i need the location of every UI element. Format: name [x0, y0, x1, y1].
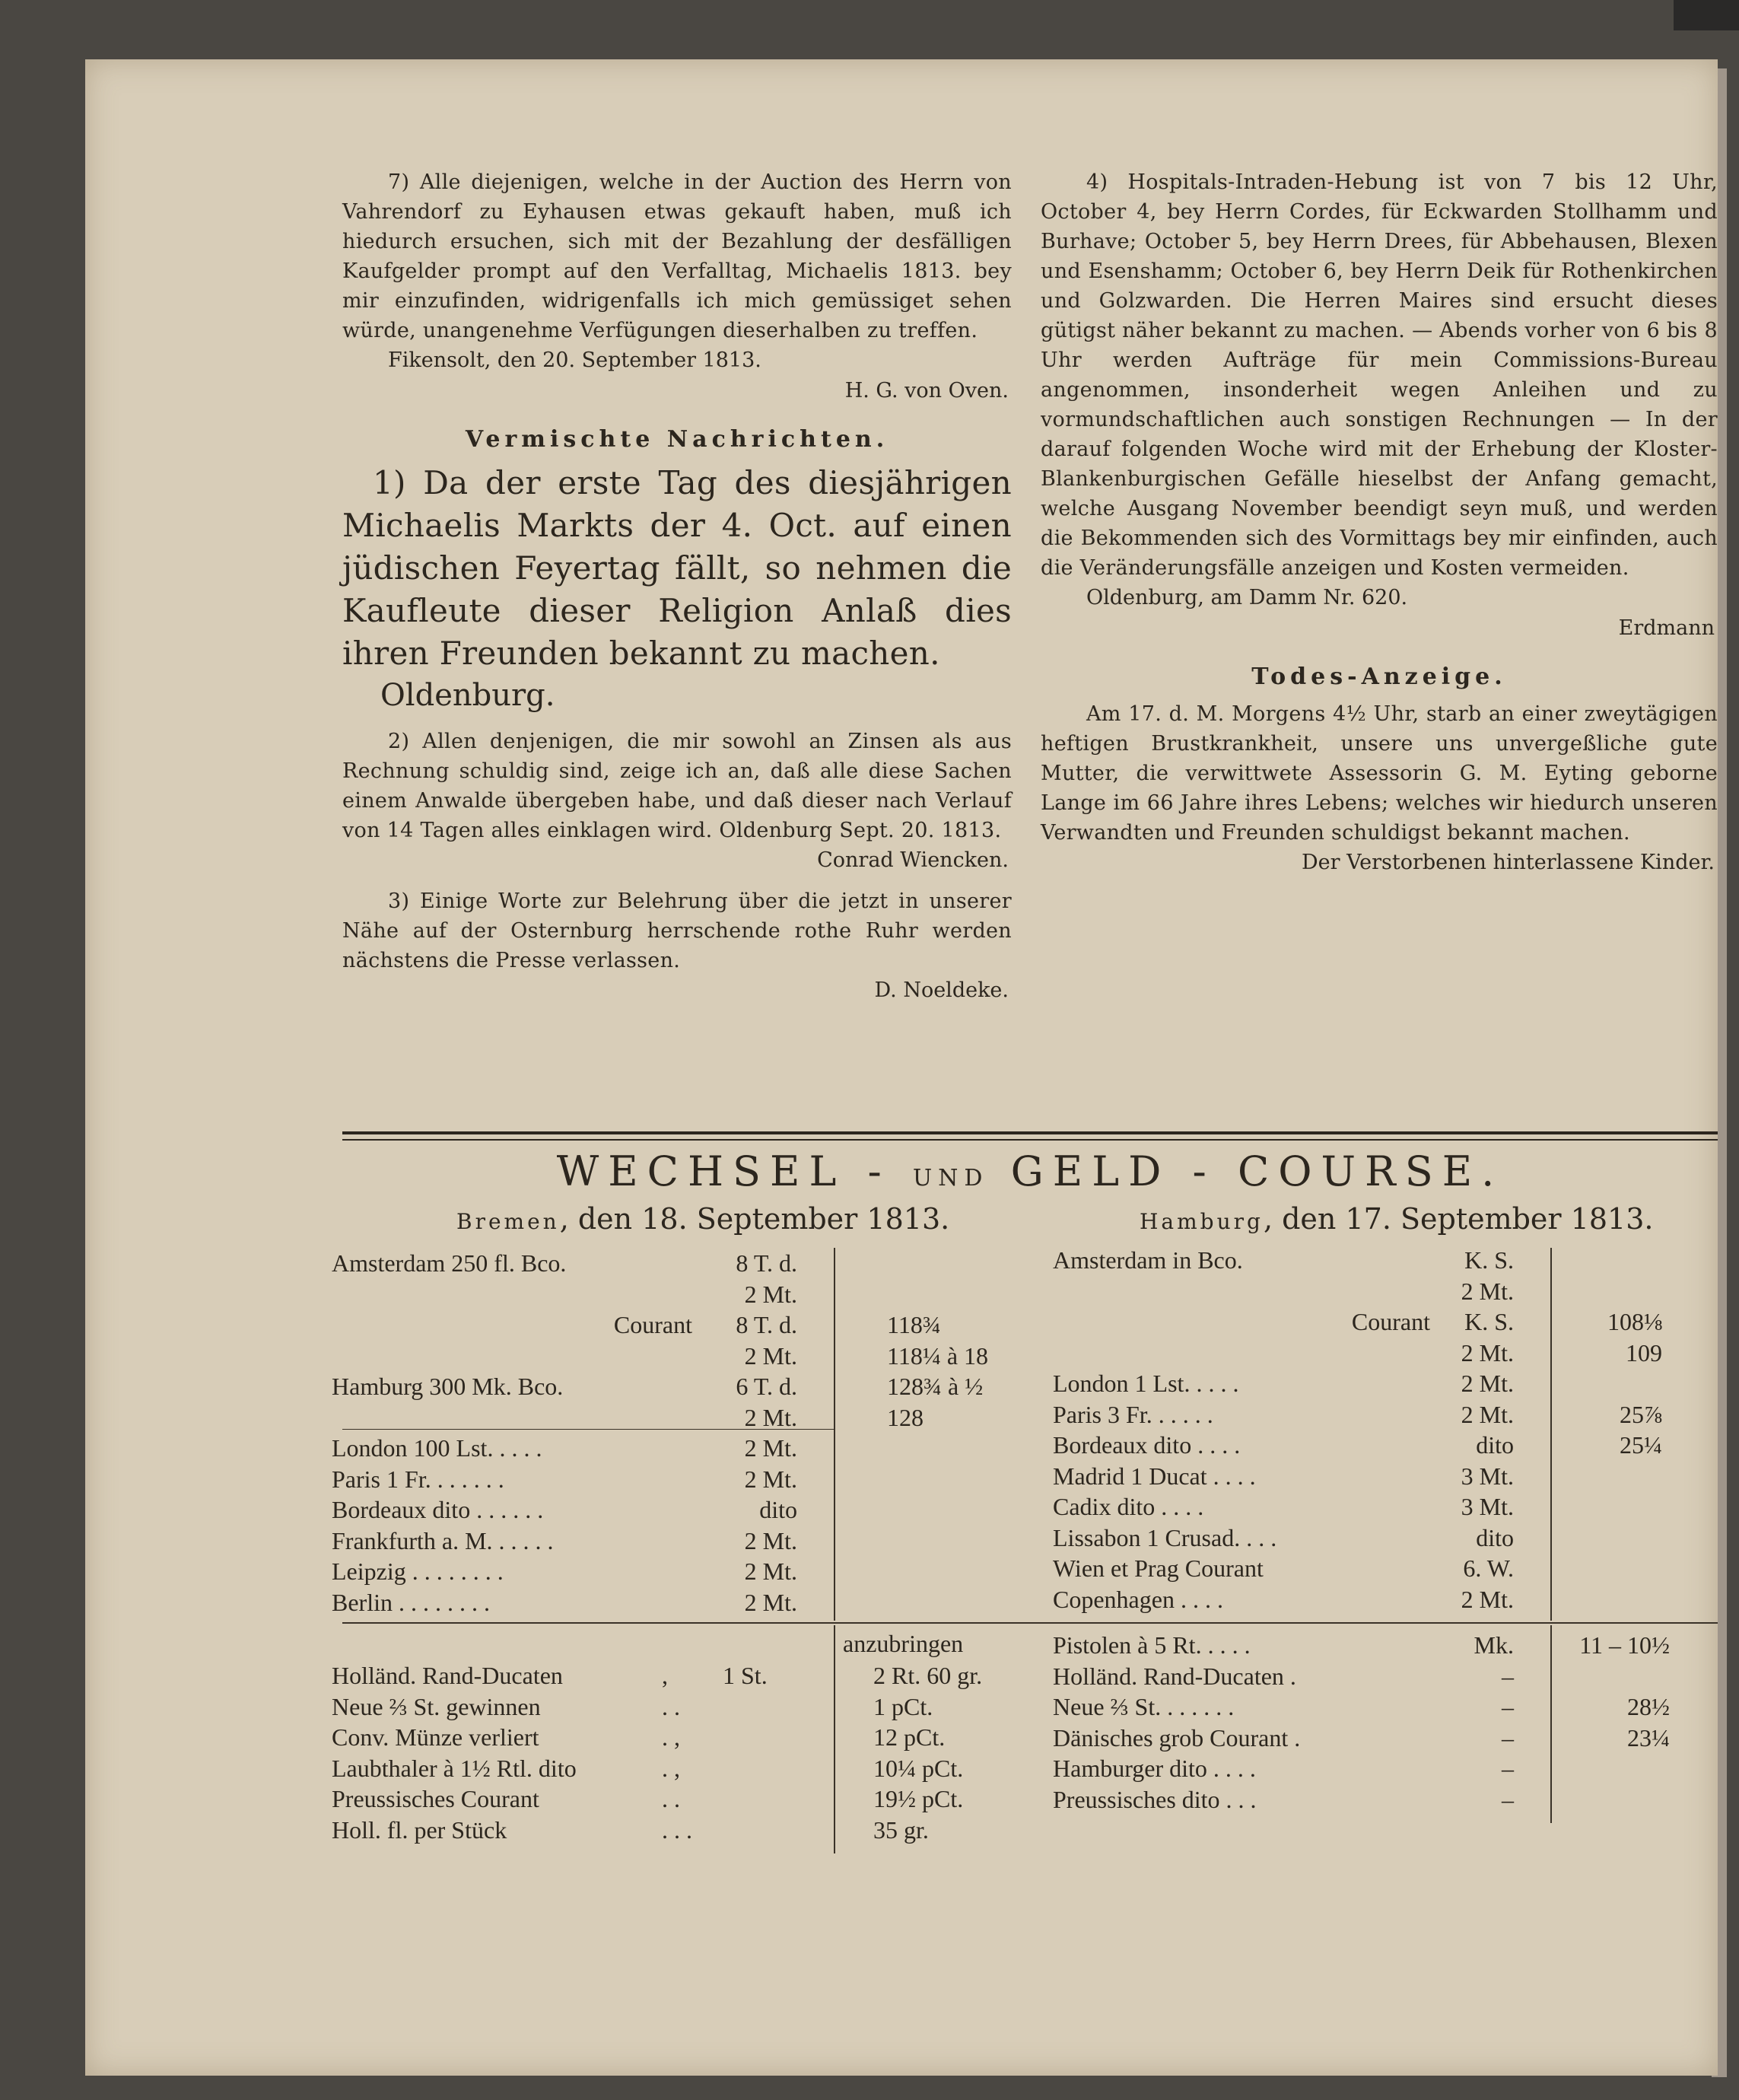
bremen-coin-value: 35 gr.: [873, 1815, 929, 1844]
table-rule-thick: [342, 1131, 1718, 1134]
bremen-coin-dots: . ,: [662, 1723, 680, 1751]
hamburg-place: Wien et Prag Courant: [1053, 1554, 1264, 1582]
notice-1-place: Oldenburg.: [380, 678, 555, 713]
bremen-term: 2 Mt.: [744, 1341, 797, 1370]
bremen-term: dito: [759, 1496, 797, 1523]
bremen-coin-dots: . .: [662, 1785, 680, 1812]
notice-3-signature: D. Noeldeke.: [874, 978, 1009, 1002]
hamburg-term: 2 Mt.: [1461, 1400, 1514, 1428]
notice-3-text: 3) Einige Worte zur Belehrung über die jetzt in unserer Nähe auf der Osternburg herrschende rothe Ruhr werden nächstens die Presse verlassen.: [342, 889, 1012, 972]
bremen-coin-value: 19½ pCt.: [873, 1785, 964, 1812]
hamburg-place: Paris 3 Fr. . . . . .: [1053, 1400, 1213, 1428]
hamburg-coin-unit: Mk.: [1474, 1631, 1514, 1659]
hamburg-coin: Dänisches grob Courant .: [1053, 1723, 1301, 1752]
hamburg-divider: [1550, 1248, 1552, 1621]
hamburg-rate: 25¼: [1620, 1431, 1662, 1459]
bremen-coin-value: 12 pCt.: [873, 1723, 946, 1751]
bremen-term: 2 Mt.: [744, 1403, 797, 1431]
bremen-term: 2 Mt.: [744, 1558, 797, 1585]
bremen-term: 2 Mt.: [744, 1465, 797, 1493]
bremen-term: 8 T. d.: [736, 1311, 797, 1338]
hamburg-coin-unit: –: [1502, 1723, 1514, 1752]
bremen-rate: 128¾ à ½: [887, 1373, 984, 1400]
hamburg-term: 3 Mt.: [1461, 1462, 1514, 1490]
notice-7-dateline: Fikensolt, den 20. September 1813.: [388, 348, 761, 372]
exchange-title-part1: WECHSEL -: [556, 1147, 891, 1195]
bremen-rate: 118¼ à 18: [887, 1341, 989, 1370]
bremen-term: 2 Mt.: [744, 1280, 797, 1308]
bremen-place: Berlin . . . . . . . .: [332, 1588, 490, 1616]
hamburg-coin: Neue ⅔ St. . . . . . .: [1053, 1693, 1235, 1720]
hamburg-coin-unit: –: [1502, 1693, 1514, 1720]
bremen-coin: Laubthaler à 1½ Rtl. dito: [332, 1754, 577, 1782]
notice-2-text: 2) Allen denjenigen, die mir sowohl an Zinsen als aus Rechnung schuldig sind, zeige ich an, daß alle diese Sachen einem Anwalde übergeben habe, und daß dieser nach Verlauf von 14 Tagen alles einklagen wird. Oldenburg Sept. 20. 1813.: [342, 730, 1012, 842]
hamburg-term: dito: [1476, 1523, 1514, 1551]
hamburg-coin-value: 28½: [1627, 1693, 1670, 1720]
notice-7-signature: H. G. von Oven.: [844, 379, 1009, 402]
bremen-coin: Conv. Münze verliert: [332, 1723, 539, 1751]
bremen-rate: 128: [887, 1403, 924, 1431]
hamburg-place: London 1 Lst. . . . .: [1053, 1370, 1239, 1397]
bremen-term: 2 Mt.: [744, 1526, 797, 1554]
bremen-coin-value: 1 pCt.: [873, 1692, 933, 1720]
hamburg-money-divider: [1550, 1625, 1552, 1823]
bremen-term: 8 T. d.: [736, 1249, 797, 1277]
bremen-term: 2 Mt.: [744, 1434, 797, 1462]
bremen-coin: Preussisches Courant: [332, 1785, 539, 1812]
death-notice-text: Am 17. d. M. Morgens 4½ Uhr, starb an einer zweytägigen heftigen Brustkrankheit, unsere uns unvergeßliche gute Mutter, die verwittwete Assessorin G. M. Eyting geborne Lange im 66 Jahre ihres Lebens; welches wir hiedurch unseren Verwandten und Freunden schuldigst bekannt machen.: [1041, 702, 1718, 845]
hamburg-place: Cadix dito . . . .: [1053, 1493, 1204, 1520]
hamburg-place: Bordeaux dito . . . .: [1053, 1431, 1241, 1459]
section-heading-misc: Vermischte Nachrichten.: [465, 426, 889, 453]
bremen-place: Amsterdam 250 fl. Bco.: [332, 1249, 567, 1277]
bremen-coin-dots: ,: [662, 1662, 668, 1689]
hamburg-coin: Pistolen à 5 Rt. . . . .: [1053, 1631, 1251, 1659]
exchange-title-part2: GELD - COURSE.: [1010, 1147, 1504, 1195]
bremen-heading: [456, 1202, 949, 1236]
bremen-rate: 118¾: [887, 1311, 941, 1338]
bremen-place: Courant: [613, 1311, 692, 1338]
notice-2-signature: Conrad Wiencken.: [817, 848, 1009, 872]
hamburg-city: Hamburg: [1140, 1209, 1264, 1234]
hamburg-term: 2 Mt.: [1461, 1370, 1514, 1397]
left-column: [342, 167, 1012, 1006]
hamburg-rate: 25⅞: [1620, 1400, 1662, 1428]
hamburg-place: Madrid 1 Ducat . . . .: [1053, 1462, 1256, 1490]
bremen-place: Frankfurth a. M. . . . . .: [332, 1526, 554, 1554]
hamburg-place: Lissabon 1 Crusad. . . .: [1053, 1523, 1277, 1551]
bremen-coin-unit: 1 St.: [723, 1662, 768, 1689]
hamburg-coin-unit: –: [1502, 1662, 1514, 1690]
hamburg-place: Amsterdam in Bco.: [1053, 1246, 1243, 1274]
bremen-coin: Neue ⅔ St. gewinnen: [332, 1692, 541, 1720]
bremen-date: , den 18. September 1813.: [559, 1202, 950, 1236]
hamburg-coin-unit: –: [1502, 1785, 1514, 1813]
bremen-money-divider: [834, 1625, 835, 1853]
hamburg-term: 2 Mt.: [1461, 1338, 1514, 1367]
bremen-coin: Holländ. Rand-Ducaten: [332, 1662, 563, 1689]
notice-7-text: 7) Alle diejenigen, welche in der Auction des Herrn von Vahrendorf zu Eyhausen etwas gekauft haben, muß ich hiedurch ersuchen, sich mit der Bezahlung der desfälligen Kaufgelder prompt auf den Verfalltag, Michaelis 1813. bey mir einzufinden, widrigenfalls ich mich gemüssiget sehen würde, unangenehme Verfügungen dieserhalben zu treffen.: [342, 170, 1012, 342]
section-heading-death: Todes-Anzeige.: [1251, 663, 1507, 690]
hamburg-coin-value: 23¼: [1627, 1723, 1670, 1752]
hamburg-place: Courant: [1351, 1308, 1430, 1335]
bremen-term: 2 Mt.: [744, 1588, 797, 1616]
bremen-place: London 100 Lst. . . . .: [332, 1434, 542, 1462]
hamburg-term: 2 Mt.: [1461, 1277, 1514, 1305]
hamburg-rate: 108⅛: [1607, 1308, 1662, 1335]
bremen-term: 6 T. d.: [736, 1373, 797, 1400]
bremen-coin-dots: . . .: [662, 1815, 692, 1844]
bremen-divider: [834, 1248, 835, 1621]
bremen-city: Bremen: [456, 1209, 560, 1234]
exchange-title: [342, 1147, 1718, 1195]
hamburg-coin: Hamburger dito . . . .: [1053, 1755, 1256, 1782]
bremen-coin-value: 2 Rt. 60 gr.: [873, 1662, 983, 1689]
hamburg-date: , den 17. September 1813.: [1263, 1202, 1654, 1236]
hamburg-term: dito: [1476, 1431, 1514, 1459]
bremen-place: Hamburg 300 Mk. Bco.: [332, 1373, 564, 1400]
bremen-place: Paris 1 Fr. . . . . . .: [332, 1465, 504, 1493]
notice-1-text: 1) Da der erste Tag des diesjährigen Michaelis Markts der 4. Oct. auf einen jüdischen Feyertag fällt, so nehmen die Kaufleute dieser Religion Anlaß dies ihren Freunden bekannt zu machen.: [342, 464, 1012, 672]
hamburg-term: 3 Mt.: [1461, 1493, 1514, 1520]
money-section-rule: [342, 1622, 1718, 1624]
hamburg-coin-unit: –: [1502, 1755, 1514, 1782]
hamburg-term: 6. W.: [1463, 1554, 1514, 1582]
notice-4-signature: Erdmann: [1618, 616, 1715, 640]
hamburg-coin-value: 11 – 10½: [1579, 1631, 1670, 1659]
exchange-title-und: UND: [912, 1165, 989, 1192]
hamburg-coin: Holländ. Rand-Ducaten .: [1053, 1662, 1296, 1690]
bremen-coin: Holl. fl. per Stück: [332, 1815, 507, 1844]
table-rule-thin: [342, 1139, 1718, 1141]
notice-4-text: 4) Hospitals-Intraden-Hebung ist von 7 bis 12 Uhr, October 4, bey Herrn Cordes, für Eckwarden Stollhamm und Burhave; October 5, bey Herrn Drees, für Abbehausen, Blexen und Esenshamm; October 6, bey Herrn Deik für Rothenkirchen und Golzwarden. Die Herren Maires sind ersucht dieses gütigst näher bekannt zu machen. — Abends vorher von 6 bis 8 Uhr werden Aufträge für mein Commissions-Bureau angenommen, insonderheit wegen Anleihen und zu vormundschaftlichen auch sonstigen Rechnungen — In der darauf folgenden Woche wird mit der Erhebung der Kloster-Blankenburgischen Gefälle hieselbst der Anfang gemacht, welche Ausgang November beendigt seyn muß, und werden die Bekommenden sich des Vormittags bey mir einfinden, auch die Veränderungsfälle anzeigen und Kosten vermeiden.: [1041, 170, 1718, 580]
bremen-money-header: anzubringen: [843, 1630, 964, 1657]
hamburg-heading: [1140, 1202, 1653, 1236]
hamburg-coin: Preussisches dito . . .: [1053, 1785, 1257, 1813]
bremen-coin-dots: . .: [662, 1692, 680, 1720]
bremen-place: Bordeaux dito . . . . . .: [332, 1496, 544, 1523]
death-notice-signature: Der Verstorbenen hinterlassene Kinder.: [1302, 851, 1715, 874]
bremen-coin-value: 10¼ pCt.: [873, 1754, 964, 1782]
notice-4-dateline: Oldenburg, am Damm Nr. 620.: [1086, 586, 1408, 609]
hamburg-place: Copenhagen . . . .: [1053, 1585, 1223, 1613]
hamburg-term: 2 Mt.: [1461, 1585, 1514, 1613]
hamburg-rate: 109: [1626, 1338, 1662, 1367]
hamburg-term: K. S.: [1464, 1246, 1514, 1274]
right-column: [1041, 167, 1718, 878]
hamburg-term: K. S.: [1464, 1308, 1514, 1335]
bremen-coin-dots: . ,: [662, 1754, 680, 1782]
bremen-place: Leipzig . . . . . . . .: [332, 1558, 504, 1585]
scan-background-strip: [1674, 0, 1739, 30]
